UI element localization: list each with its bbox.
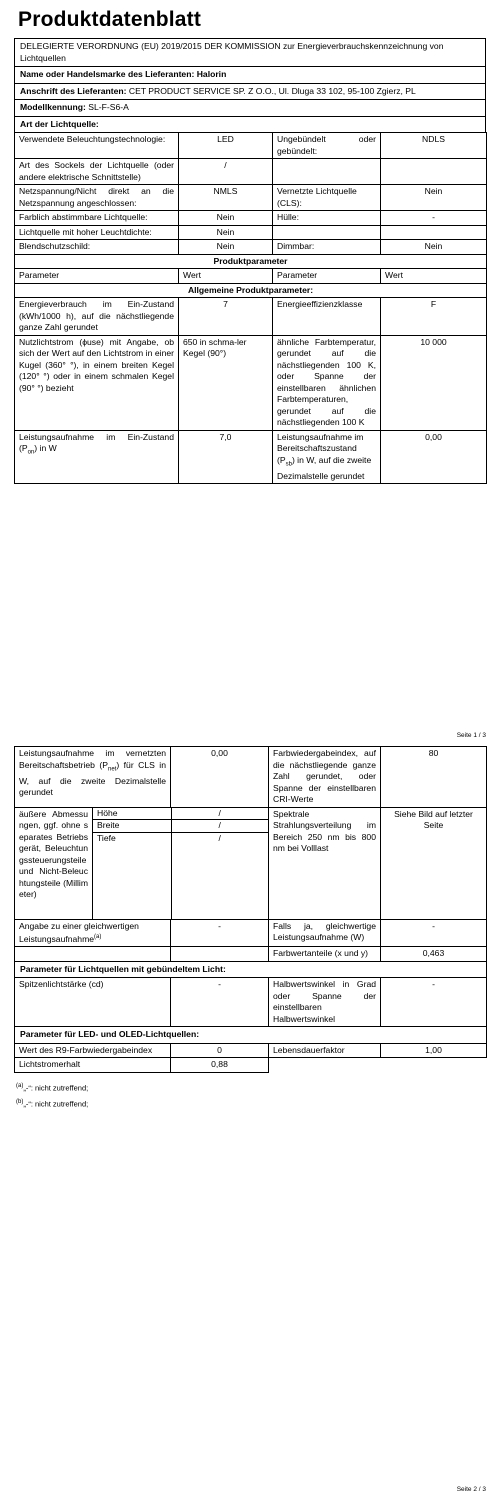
param-value: Nein [381,240,487,255]
dimension-label: Höhe [93,808,171,820]
param-value: 0,88 [171,1058,269,1073]
label-part: ) in W, auf die zweite Dezimalstelle gerundet [277,454,372,481]
param-label: ähnliche Farbtemperatur, gerundet auf die nächstliegenden 100 K, oder Spanne der einstellbaren ähnlichen Farbtemperaturen, gerundet auf die nächstliegenden 100 K [273,335,381,430]
label-sub: sb [285,461,292,468]
param-label: Nutzlichtstrom (ϕuse) mit Angabe, ob sich der Wert auf den Lichtstrom in einer Kugel (360° °), in einem breiten Kegel (120° °) oder in einem schmalen Kegel (90° °) bezieht [15,335,179,430]
label-sub: net [108,766,117,773]
param-label: Energieeffizienzklasse [273,298,381,336]
label-part: Leistungsaufnahme im Bereitschaftszustand (P [277,431,364,465]
label-part: ) für CLS in W, auf die zweite Dezimalstelle gerundet [19,759,166,798]
param-label: äußere Abmessungen, ggf. ohne separates Betriebsgerät, Beleuchtungssteuerungsteile und Nicht-Beleuchtungsteile (Millimeter) [15,807,93,919]
dimension-label: Breite [93,820,171,833]
type-row [15,185,487,211]
param-label: Vernetzte Lichtquelle (CLS): [273,185,381,211]
param-value: - [381,978,487,1027]
footnote [16,1079,486,1096]
param-label: Spektrale Strahlungsverteilung im Bereich 250 nm bis 800 nm bei Volllast [269,807,381,919]
param-label: Farbwiedergabeindex, auf die nächstliegende ganze Zahl gerundet, oder Spanne der einstellbaren CRI-Werte [269,747,381,808]
param-value: / [179,159,273,185]
param-label: Farblich abstimmbare Lichtquelle: [15,211,179,226]
param-value: Nein [179,211,273,226]
param-label: Hülle: [273,211,381,226]
dimension-row [93,832,268,919]
empty-cell [381,1058,487,1073]
type-row [15,240,487,255]
page-2 [14,746,486,1112]
lumen-maintenance-row [15,1058,487,1073]
param-value: 0,00 [381,430,487,484]
supplier-brand-value: Halorin [196,69,227,79]
dimensions-subtable [93,808,268,919]
param-label [15,747,171,808]
dimensions-subtable-cell [93,807,269,919]
empty-cell [171,947,269,962]
section-directional-row [15,961,487,978]
param-label: Falls ja, gleichwertige Leistungsaufnahme (W) [269,919,381,947]
param-value: LED [179,133,273,159]
param-label: Blendschutzschild: [15,240,179,255]
param-label [273,430,381,484]
footnote-text: „-“: nicht zutreffend; [23,1099,89,1109]
param-label [273,225,381,240]
column-header: Wert [381,269,487,284]
param-value: Siehe Bild auf letzter Seite [381,807,487,919]
page-number-2: Seite 2 / 3 [456,1486,486,1493]
param-value [381,225,487,240]
param-label: Art des Sockels der Lichtquelle (oder andere elektrische Schnittstelle) [15,159,179,185]
param-value: 0 [171,1043,269,1058]
param-label: Lebensdauerfaktor [269,1043,381,1058]
param-value: F [381,298,487,336]
section-general-heading: Allgemeine Produktparameter: [15,283,487,298]
page-title: Produktdatenblatt [18,8,202,31]
general-row [15,298,487,336]
param-value: 7 [179,298,273,336]
param-label: Netzspannung/Nicht direkt an die Netzspannung angeschlossen: [15,185,179,211]
param-label: Ungebündelt oder gebündelt: [273,133,381,159]
param-label [15,919,171,947]
section-params-heading: Produktparameter [15,254,487,269]
param-value: 650 in schma-ler Kegel (90°) [179,335,273,430]
param-value [381,159,487,185]
section-led-heading: Parameter für LED- und OLED-Lichtquellen: [15,1027,487,1044]
empty-cell [269,1058,381,1073]
param-value: Nein [179,225,273,240]
section-led-row [15,1027,487,1044]
param-label: Halbwertswinkel in Grad oder Spanne der einstellbaren Halbwertswinkel [269,978,381,1027]
empty-cell [15,947,171,962]
type-row [15,211,487,226]
product-table-1 [14,132,487,484]
supplier-brand-label: Name oder Handelsmarke des Lieferanten: [20,69,195,79]
column-header: Wert [179,269,273,284]
section-type-heading: Art der Lichtquelle: [14,116,486,133]
label-part: Angabe zu einer gleichwertigen Leistungsaufnahme [19,920,139,944]
label-sup: (a) [94,934,102,940]
model-row [14,99,486,116]
product-table-2 [14,746,487,1073]
supplier-brand-row [14,66,486,83]
chromaticity-row [15,947,487,962]
label-sub: on [27,449,35,456]
dimension-value: / [171,820,268,833]
led-row [15,1043,487,1058]
footnote-mark: (a) [16,1082,24,1089]
param-label [273,159,381,185]
section-directional-heading: Parameter für Lichtquellen mit gebündeltem Licht: [15,961,487,978]
type-row [15,159,487,185]
param-value: NMLS [179,185,273,211]
footnote-text: „-“: nicht zutreffend; [23,1083,89,1093]
column-header-row [15,269,487,284]
param-value: NDLS [381,133,487,159]
supplier-address-label: Anschrift des Lieferanten: [20,85,127,96]
param-label: Wert des R9-Farbwiedergabeindex [15,1043,171,1058]
label-part: Leistungsaufnahme im vernetzten Bereitschaftsbetrieb (P [19,748,166,770]
model-label: Modellkennung: [20,102,86,112]
dimension-label: Tiefe [93,832,171,919]
dimension-row [93,808,268,820]
directional-row [15,978,487,1027]
footnotes [14,1079,486,1112]
param-label: Spitzenlichtstärke (cd) [15,978,171,1027]
param-value: 0,00 [171,747,269,808]
dimension-value: / [218,832,221,843]
param-value: - [381,919,487,947]
type-row [15,133,487,159]
regulation-text: DELEGIERTE VERORDNUNG (EU) 2019/2015 DER KOMMISSION zur Energieverbrauchskennzeichnung von Lichtquellen [14,38,486,66]
param-value: 80 [381,747,487,808]
label-part: ) in W [34,443,57,453]
footnote [16,1095,486,1112]
param-label: Energieverbrauch im Ein-Zustand (kWh/1000 h), auf die nächstliegende ganze Zahl gerundet [15,298,179,336]
param-label: Dimmbar: [273,240,381,255]
param-value: 10 000 [381,335,487,430]
param-value: 1,00 [381,1043,487,1058]
param-value: Nein [179,240,273,255]
supplier-address-row [14,83,486,100]
dimensions-row [15,807,487,919]
param-label: Lichtstromerhalt [15,1058,171,1073]
type-row [15,225,487,240]
dimension-value: / [171,808,268,820]
column-header: Parameter [15,269,179,284]
section-general-row [15,283,487,298]
label-part: Leistungsaufnahme im Ein-Zustand (P [19,431,174,453]
page-1 [14,8,486,484]
general-row [15,335,487,430]
page-number-1: Seite 1 / 3 [456,732,486,739]
param-label: Lichtquelle mit hoher Leuchtdichte: [15,225,179,240]
power-on-row [15,430,487,484]
param-label: Farbwertanteile (x und y) [269,947,381,962]
param-value: - [171,978,269,1027]
param-label [15,430,179,484]
param-value: 7,0 [179,430,273,484]
model-value: SL-F-S6-A [88,102,129,112]
footnote-mark: (b) [16,1099,24,1106]
column-header: Parameter [273,269,381,284]
equivalent-power-row [15,919,487,947]
section-params-row [15,254,487,269]
net-standby-row [15,747,487,808]
supplier-address-value: CET PRODUCT SERVICE SP. Z O.O., Ul. Dluga 33 102, 95-100 Zgierz, PL [128,85,416,96]
param-label: Verwendete Beleuchtungstechnologie: [15,133,179,159]
param-value: Nein [381,185,487,211]
param-value: - [381,211,487,226]
dimension-row [93,820,268,833]
param-value: - [171,919,269,947]
param-value: 0,463 [381,947,487,962]
